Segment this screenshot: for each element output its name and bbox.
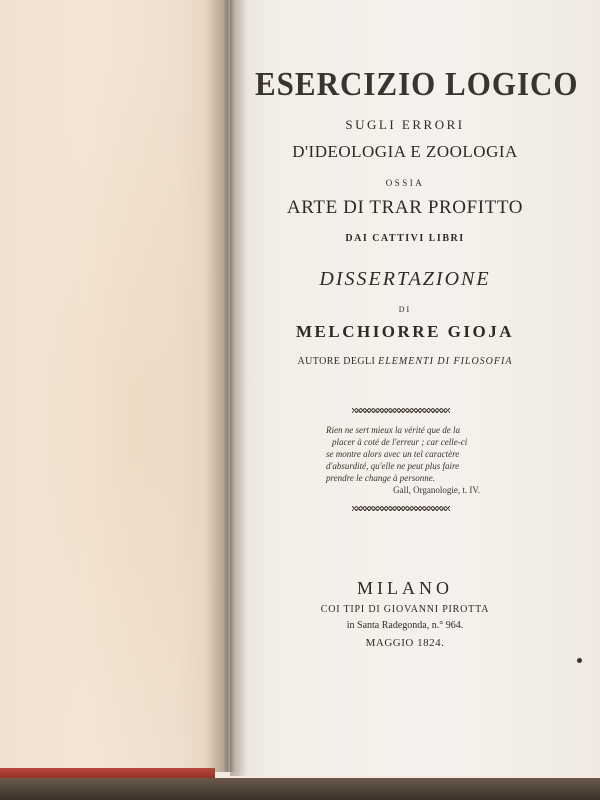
epigraph-line: se montre alors avec un tel caractère	[326, 449, 460, 459]
subtitle-ideology-zoology: D'IDEOLOGIA E ZOOLOGIA	[292, 142, 518, 161]
epigraph	[326, 424, 486, 484]
genre-label: DISSERTAZIONE	[319, 268, 491, 290]
imprint-address: in Santa Radegonda, n.° 964.	[346, 620, 464, 631]
imprint-printer: COI TIPI DI GIOVANNI PIROTTA	[320, 604, 490, 615]
epigraph-line: d'absurdité, qu'elle ne peut plus faire	[326, 461, 460, 471]
author-name: MELCHIORRE GIOJA	[295, 322, 515, 341]
subtitle-ossia: OSSIA	[385, 178, 425, 188]
subtitle-errors: SUGLI ERRORI	[345, 117, 465, 132]
author-role-work: ELEMENTI DI FILOSOFIA	[378, 356, 513, 367]
subtitle-arte: ARTE DI TRAR PROFITTO	[286, 197, 524, 218]
epigraph-line: Rien ne sert mieux la vérité que de la	[326, 425, 460, 435]
ornamental-rule-top	[352, 408, 450, 413]
epigraph-line: prendre le change à personne.	[326, 473, 436, 483]
author-role-prefix: AUTORE DEGLI	[297, 356, 376, 367]
epigraph-attribution: Gall, Organologie, t. IV.	[393, 485, 480, 495]
imprint-date: MAGGIO 1824.	[365, 637, 445, 649]
subtitle-cattivi-libri: DAI CATTIVI LIBRI	[345, 233, 465, 244]
author-role	[255, 356, 555, 367]
ink-speck	[577, 658, 582, 663]
imprint-city: MILANO	[357, 578, 453, 598]
by-label: DI	[398, 305, 412, 314]
book-title: ESERCIZIO LOGICO	[255, 64, 579, 103]
bottom-shadow	[0, 778, 600, 800]
epigraph-line: placer à coté de l'erreur ; car celle-ci	[332, 437, 468, 447]
ornamental-rule-bottom	[352, 506, 450, 511]
facing-blank-page	[0, 0, 222, 772]
book-gutter	[205, 0, 245, 772]
